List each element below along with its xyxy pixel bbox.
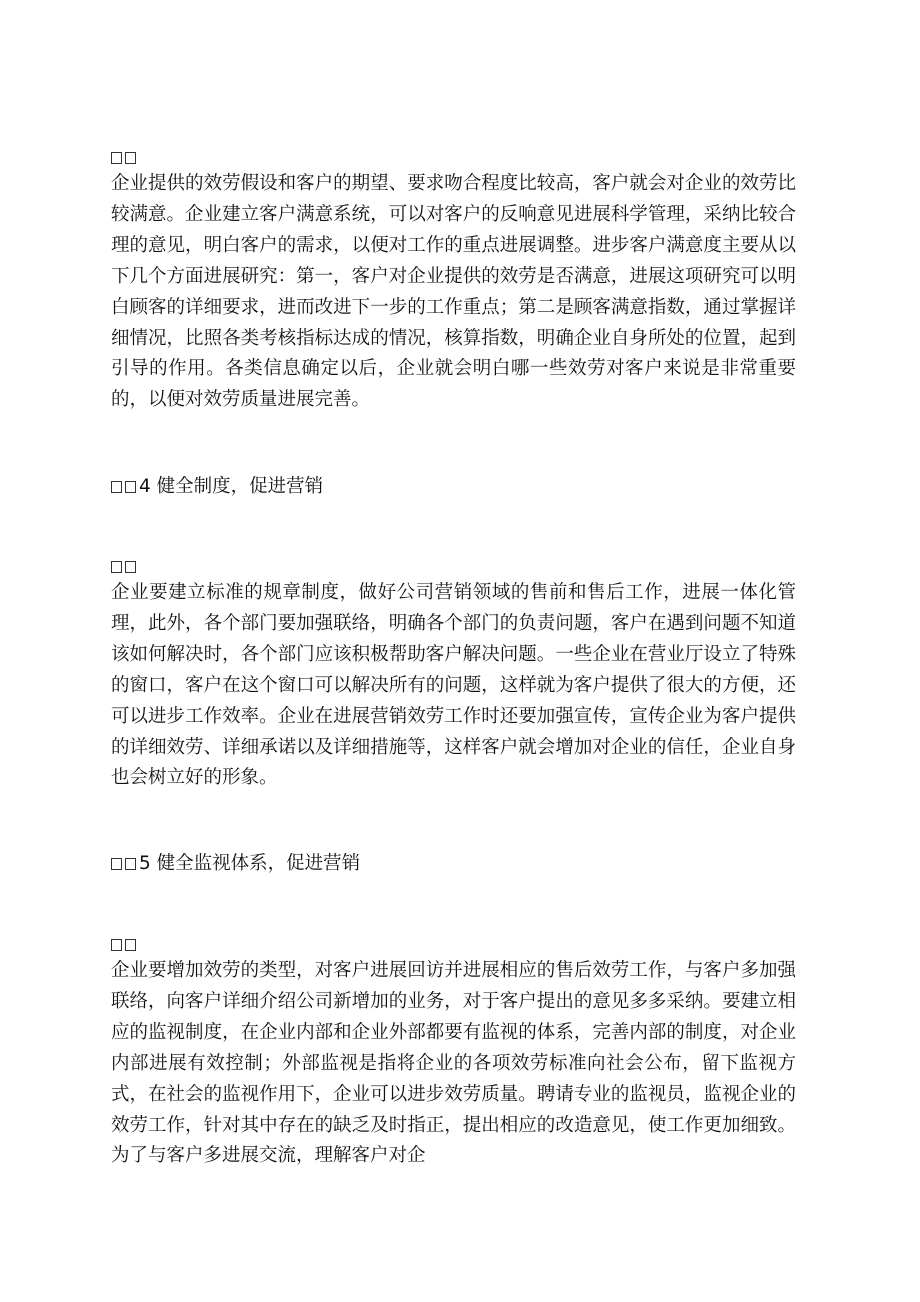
missing-glyph-icon (111, 858, 122, 870)
missing-glyph-marker (111, 148, 139, 166)
section-heading-text: 5 健全监视体系，促进营销 (139, 853, 361, 874)
missing-glyph-icon (125, 561, 136, 573)
missing-glyph-icon (125, 939, 136, 951)
section-heading-text: 4 健全制度，促进营销 (139, 476, 324, 497)
missing-glyph-icon (111, 939, 122, 951)
missing-glyph-icon (125, 152, 136, 164)
missing-glyph-icon (111, 152, 122, 164)
paragraph-customer-satisfaction: 企业提供的效劳假设和客户的期望、要求吻合程度比较高，客户就会对企业的效劳比较满意。企业建立客户满意系统，可以对客户的反响意见进展科学管理，采纳比较合理的意见，明白客户的需求，以便对工作的重点进展调整。进步客户满意度主要从以下几个方面进展研究：第一，客户对企业提供的效劳是否满意，进展这项研究可以明白顾客的详细要求，进而改进下一步的工作重点；第二是顾客满意指数，通过掌握详细情况，比照各类考核指标达成的情况，核算指数，明确企业自身所处的位置，起到引导的作用。各类信息确定以后，企业就会明白哪一些效劳对客户来说是非常重要的，以便对效劳质量进展完善。 (111, 173, 796, 411)
missing-glyph-icon (125, 858, 136, 870)
missing-glyph-marker (111, 557, 139, 575)
missing-glyph-icon (111, 481, 122, 493)
section-heading-4 (111, 475, 323, 499)
missing-glyph-icon (111, 561, 122, 573)
section-heading-5 (111, 852, 360, 876)
paragraph-supervision: 企业要增加效劳的类型，对客户进展回访并进展相应的售后效劳工作，与客户多加强联络，向客户详细介绍公司新增加的业务，对于客户提出的意见多多采纳。要建立相应的监视制度，在企业内部和企业外部都要有监视的体系，完善内部的制度，对企业内部进展有效控制；外部监视是指将企业的各项效劳标准向社会公布，留下监视方式，在社会的监视作用下，企业可以进步效劳质量。聘请专业的监视员，监视企业的效劳工作，针对其中存在的缺乏及时指正，提出相应的改造意见，使工作更加细致。为了与客户多进展交流，理解客户对企 (111, 960, 796, 1167)
missing-glyph-icon (125, 481, 136, 493)
paragraph-regulations: 企业要建立标准的规章制度，做好公司营销领域的售前和售后工作，进展一体化管理，此外，各个部门要加强联络，明确各个部门的负责问题，客户在遇到问题不知道该如何解决时，各个部门应该积极帮助客户解决问题。一些企业在营业厅设立了特殊的窗口，客户在这个窗口可以解决所有的问题，这样就为客户提供了很大的方便，还可以进步工作效率。企业在进展营销效劳工作时还要加强宣传，宣传企业为客户提供的详细效劳、详细承诺以及详细措施等，这样客户就会增加对企业的信任，企业自身也会树立好的形象。 (111, 582, 796, 789)
missing-glyph-marker (111, 935, 139, 953)
